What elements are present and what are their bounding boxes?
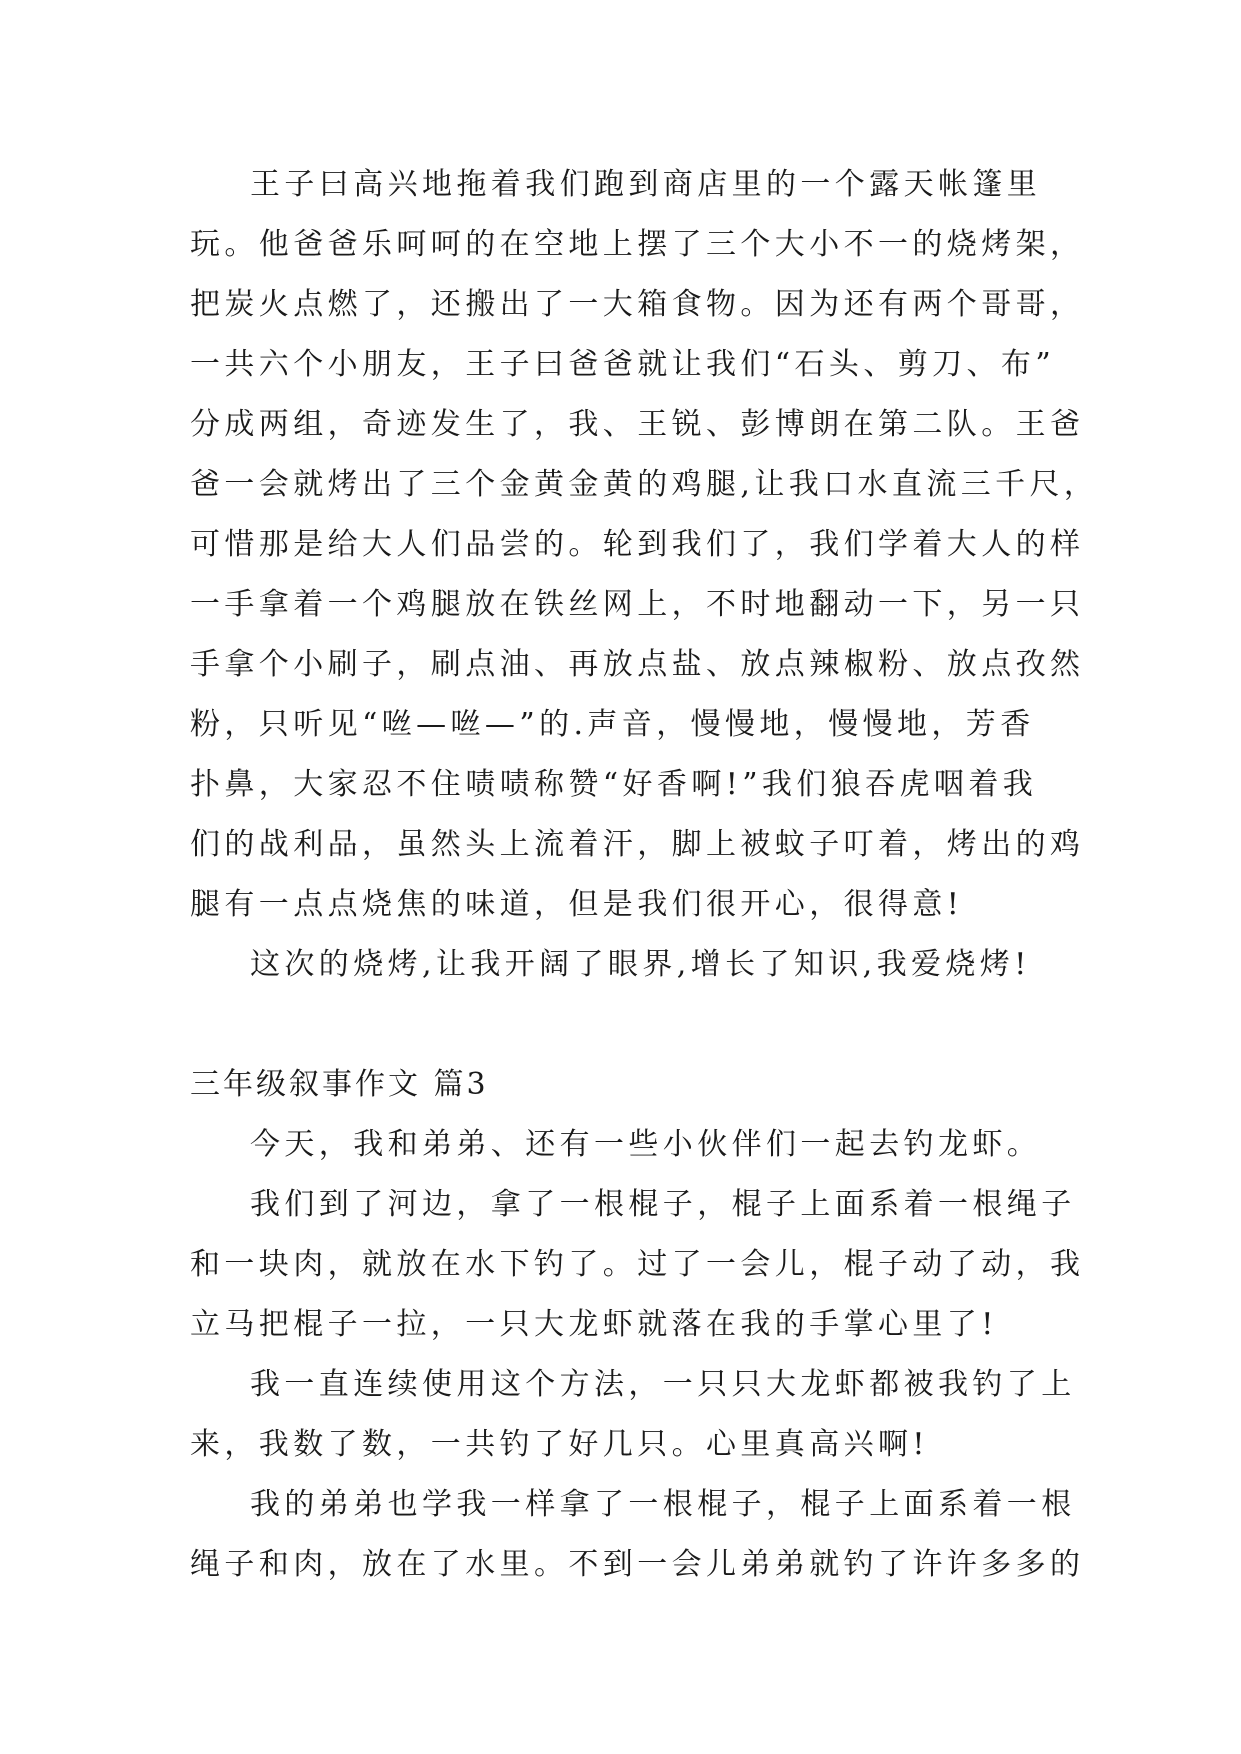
paragraph-line: 来，我数了数，一共钓了好几只。心里真高兴啊! [190,1427,929,1462]
section-title: 三年级叙事作文 篇3 [190,1067,489,1102]
paragraph-line: 分成两组，奇迹发生了，我、王锐、彭博朗在第二队。王爸 [190,407,1085,442]
paragraph-line: 立马把棍子一拉，一只大龙虾就落在我的手掌心里了! [190,1307,998,1342]
paragraph-line: 手拿个小刷子，刷点油、再放点盐、放点辣椒粉、放点孜然 [190,647,1085,682]
paragraph-line: 和一块肉，就放在水下钓了。过了一会儿，棍子动了动，我 [190,1247,1085,1282]
paragraph-line: 粉，只听见“咝—咝—”的.声音，慢慢地，慢慢地，芳香 [190,707,1035,742]
paragraph-line: 腿有一点点烧焦的味道，但是我们很开心，很得意! [190,887,964,922]
paragraph-line: 们的战利品，虽然头上流着汗，脚上被蚊子叮着，烤出的鸡 [190,827,1085,862]
paragraph-line: 一共六个小朋友，王子曰爸爸就让我们“石头、剪刀、布” [190,347,1056,382]
paragraph-line: 玩。他爸爸乐呵呵的在空地上摆了三个大小不一的烧烤架， [190,227,1085,262]
paragraph-line: 我们到了河边，拿了一根棍子，棍子上面系着一根绳子 [250,1187,1076,1222]
paragraph-line: 王子曰高兴地拖着我们跑到商店里的一个露天帐篷里 [250,167,1042,202]
paragraph-line: 一手拿着一个鸡腿放在铁丝网上，不时地翻动一下，另一只 [190,587,1085,622]
paragraph-line: 把炭火点燃了，还搬出了一大箱食物。因为还有两个哥哥， [190,287,1085,322]
paragraph-line: 扑鼻，大家忍不住啧啧称赞“好香啊!”我们狼吞虎咽着我 [190,767,1038,802]
paragraph-line: 今天，我和弟弟、还有一些小伙伴们一起去钓龙虾。 [250,1127,1042,1162]
paragraph-line: 可惜那是给大人们品尝的。轮到我们了，我们学着大人的样 [190,527,1085,562]
paragraph-line: 我的弟弟也学我一样拿了一根棍子，棍子上面系着一根 [250,1487,1076,1522]
paragraph-line: 绳子和肉，放在了水里。不到一会儿弟弟就钓了许许多多的 [190,1547,1085,1582]
paragraph-line: 这次的烧烤,让我开阔了眼界,增长了知识,我爱烧烤! [250,947,1031,982]
paragraph-line: 我一直连续使用这个方法，一只只大龙虾都被我钓了上 [250,1367,1076,1402]
paragraph-line: 爸一会就烤出了三个金黄金黄的鸡腿,让我口水直流三千尺， [190,467,1099,502]
